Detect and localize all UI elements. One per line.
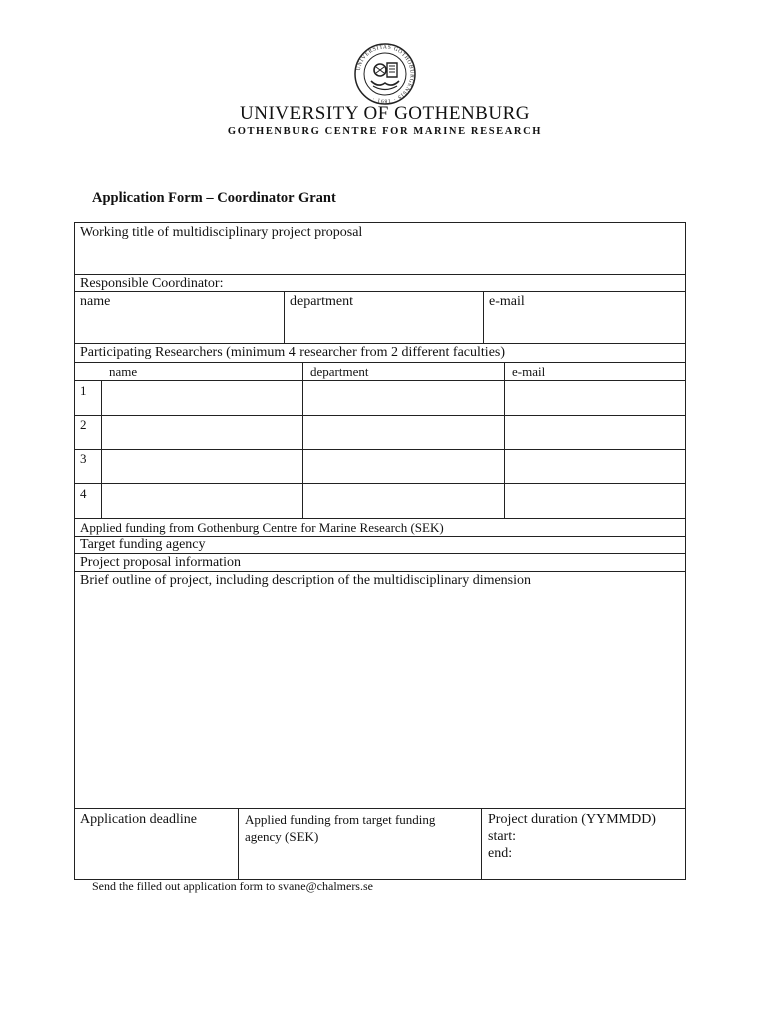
researcher-row-number: 1 xyxy=(80,383,87,398)
row-divider xyxy=(74,553,685,554)
svg-text:UNIVERSITAS GOTHOBURGENSIS · 1: UNIVERSITAS GOTHOBURGENSIS · 1891 · xyxy=(355,44,415,104)
outline-label: Brief outline of project, including description of the multidisciplinary dimension xyxy=(80,573,532,588)
row-divider xyxy=(74,222,685,223)
coordinator-department-field[interactable] xyxy=(285,312,482,342)
researcher-3-name-field[interactable] xyxy=(102,450,301,482)
researchers-heading: Participating Researchers (minimum 4 researcher from 2 different faculties) xyxy=(80,345,506,360)
centre-name: GOTHENBURG CENTRE FOR MARINE RESEARCH xyxy=(227,126,543,137)
duration-label: Project duration (YYMMDD) xyxy=(488,812,656,827)
start-label: start: xyxy=(488,829,516,844)
footer-instruction: Send the filled out application form to svane@chalmers.se xyxy=(92,879,373,893)
researcher-2-department-field[interactable] xyxy=(303,416,503,448)
applied-target-label-cont: agency (SEK) xyxy=(245,829,319,844)
column-divider xyxy=(238,808,239,879)
row-divider xyxy=(74,518,685,519)
researcher-3-department-field[interactable] xyxy=(303,450,503,482)
researcher-3-email-field[interactable] xyxy=(505,450,684,482)
researchers-col-email: e-mail xyxy=(512,364,546,379)
applied-funding-gcmr-label: Applied funding from Gothenburg Centre for Marine Research (SEK) xyxy=(80,520,444,535)
university-seal-logo xyxy=(354,43,416,105)
row-divider xyxy=(74,274,685,275)
researchers-col-department: department xyxy=(310,364,369,379)
researcher-row-number: 3 xyxy=(80,451,87,466)
row-divider xyxy=(74,362,685,363)
researcher-2-email-field[interactable] xyxy=(505,416,684,448)
researcher-1-department-field[interactable] xyxy=(303,381,503,414)
researcher-1-email-field[interactable] xyxy=(505,381,684,414)
end-label: end: xyxy=(488,846,513,861)
researcher-4-name-field[interactable] xyxy=(102,484,301,517)
coordinator-department-label: department xyxy=(290,294,353,309)
coordinator-email-label: e-mail xyxy=(489,294,525,309)
row-divider xyxy=(74,571,685,572)
researchers-col-name: name xyxy=(109,364,138,379)
researcher-4-department-field[interactable] xyxy=(303,484,503,517)
researcher-1-name-field[interactable] xyxy=(102,381,301,414)
target-agency-label: Target funding agency xyxy=(80,537,206,552)
coordinator-email-field[interactable] xyxy=(484,312,684,342)
researcher-2-name-field[interactable] xyxy=(102,416,301,448)
working-title-field[interactable] xyxy=(75,243,684,273)
working-title-label: Working title of multidisciplinary project proposal xyxy=(80,225,363,240)
coordinator-name-label: name xyxy=(80,294,111,309)
coordinator-name-field[interactable] xyxy=(75,312,283,342)
applied-target-label: Applied funding from target funding xyxy=(245,812,436,827)
table-border-right xyxy=(685,222,686,880)
researcher-4-email-field[interactable] xyxy=(505,484,684,517)
row-divider xyxy=(74,343,685,344)
researcher-row-number: 4 xyxy=(80,486,87,501)
outline-field[interactable] xyxy=(75,592,684,806)
form-title: Application Form – Coordinator Grant xyxy=(92,190,336,206)
researcher-row-number: 2 xyxy=(80,417,87,432)
proposal-info-label: Project proposal information xyxy=(80,555,241,570)
deadline-label: Application deadline xyxy=(80,812,198,827)
row-divider xyxy=(74,808,685,809)
university-name: UNIVERSITY OF GOTHENBURG xyxy=(240,103,530,124)
coordinator-heading: Responsible Coordinator: xyxy=(80,276,224,291)
column-divider xyxy=(481,808,482,879)
